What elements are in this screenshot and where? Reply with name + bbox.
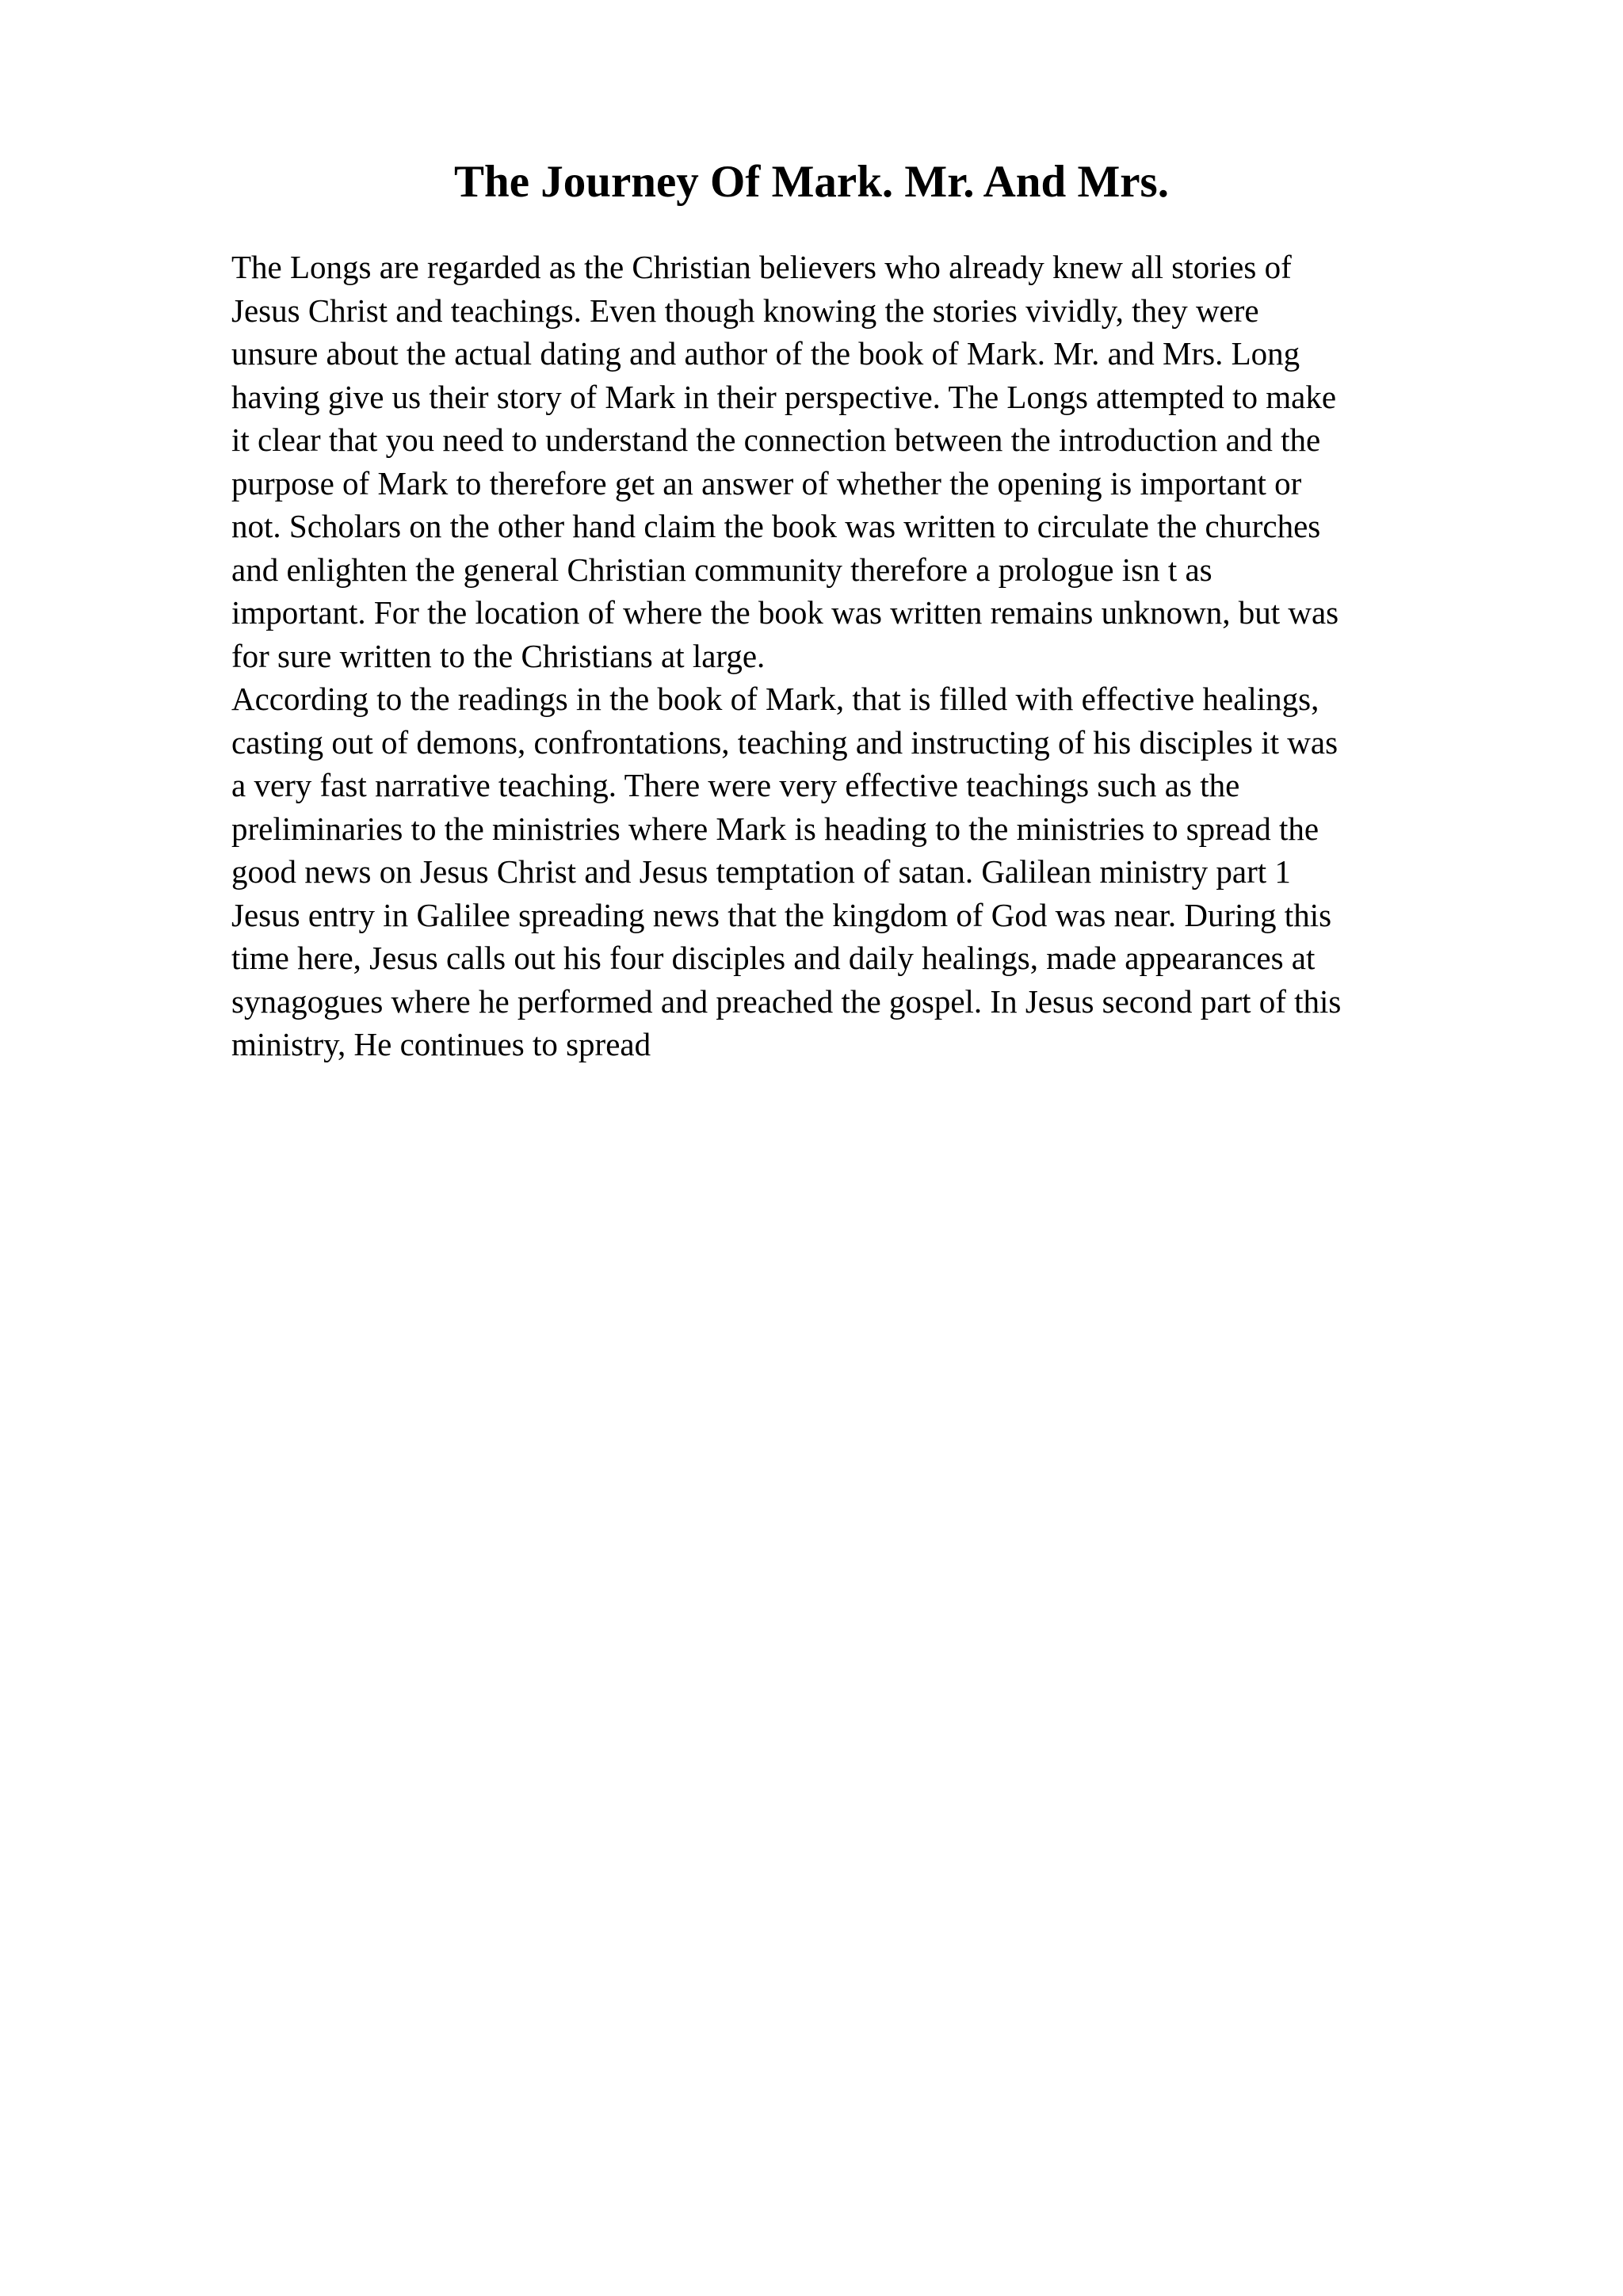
body-line: having give us their story of Mark in their perspective. The Longs attempted to make: [231, 378, 1337, 415]
body-line: for sure written to the Christians at large.: [231, 637, 766, 674]
body-line: it clear that you need to understand the connection between the introduction and the: [231, 421, 1321, 458]
document-title: The Journey Of Mark. Mr. And Mrs.: [454, 157, 1169, 207]
body-line: important. For the location of where the book was written remains unknown, but was: [231, 594, 1339, 631]
body-line: Jesus Christ and teachings. Even though knowing the stories vividly, they were: [231, 292, 1259, 329]
body-line: time here, Jesus calls out his four disciples and daily healings, made appearances at: [231, 940, 1316, 976]
body-line: ministry, He continues to spread: [231, 1026, 651, 1062]
body-line: Jesus entry in Galilee spreading news that the kingdom of God was near. During this: [231, 896, 1332, 933]
body-line: good news on Jesus Christ and Jesus temptation of satan. Galilean ministry part 1: [231, 853, 1291, 890]
body-line: a very fast narrative teaching. There were very effective teachings such as the: [231, 767, 1240, 803]
body-line: and enlighten the general Christian community therefore a prologue isn t as: [231, 551, 1212, 588]
body-line: casting out of demons, confrontations, teaching and instructing of his disciples it was: [231, 723, 1338, 761]
body-line: According to the readings in the book of Mark, that is filled with effective healings,: [231, 681, 1319, 717]
body-line: The Longs are regarded as the Christian believers who already knew all stories of: [231, 249, 1292, 285]
body-line: unsure about the actual dating and author of the book of Mark. Mr. and Mrs. Long: [231, 335, 1300, 372]
body-line: purpose of Mark to therefore get an answer of whether the opening is important or: [231, 464, 1302, 502]
body-line: not. Scholars on the other hand claim the book was written to circulate the churches: [231, 508, 1321, 544]
body-line: synagogues where he performed and preached the gospel. In Jesus second part of this: [231, 982, 1342, 1020]
document-body: [231, 246, 1515, 1066]
body-line: preliminaries to the ministries where Mark is heading to the ministries to spread the: [231, 810, 1319, 847]
